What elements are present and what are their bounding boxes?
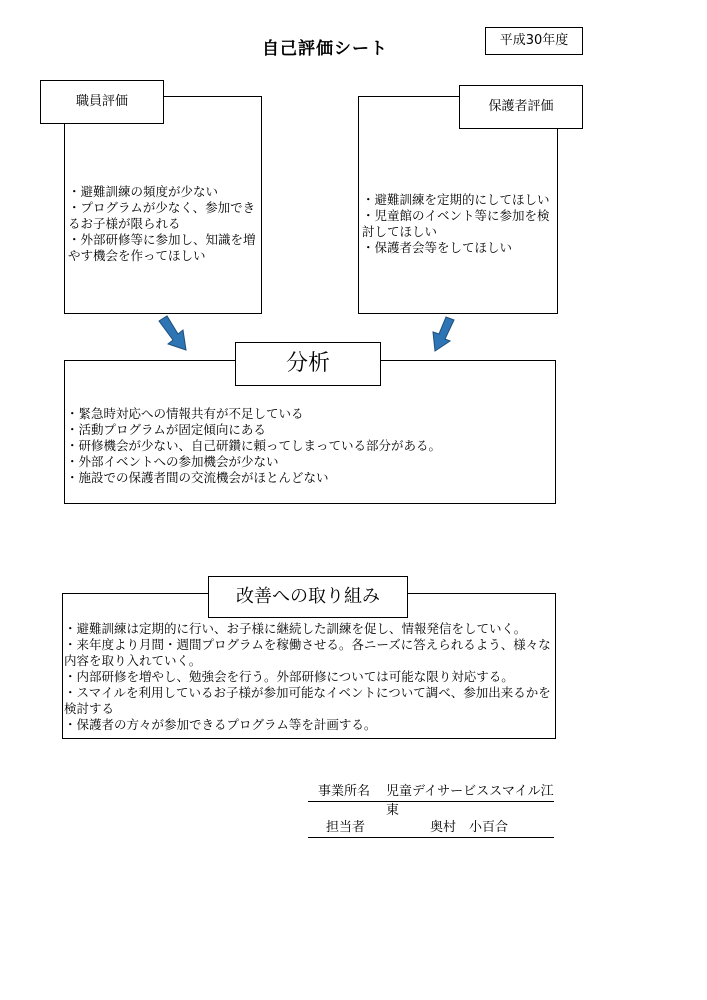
improvement-label: 改善への取り組み [208,576,408,618]
list-item: ・避難訓練は定期的に行い、お子様に継続した訓練を促し、情報発信をしていく。 [64,621,527,636]
office-value: 児童デイサービススマイル江東 [386,784,554,818]
down-arrow-left-icon [156,314,192,354]
list-item: ・活動プログラムが固定傾向にある [66,422,266,437]
list-item: ・保護者の方々が参加できるプログラム等を計画する。 [64,717,377,732]
staff-evaluation-label: 職員評価 [40,80,164,124]
page-title: 自己評価シート [262,39,388,59]
list-item: ・保護者会等をしてほしい [362,240,513,255]
list-item: ・避難訓練を定期的にしてほしい [362,192,550,207]
office-label: 事業所名 [318,784,371,799]
staff-evaluation-list [68,184,258,264]
person-row [308,814,554,838]
office-row [308,778,554,818]
list-item: ・緊急時対応への情報共有が不足している [66,406,304,421]
list-item: ・児童館のイベント等に参加を検討してほしい [362,208,550,239]
list-item: ・避難訓練の頻度が少ない [68,184,219,199]
list-item: ・研修機会が少ない、自己研鑽に頼ってしまっている部分がある。 [66,438,442,453]
list-item: ・施設での保護者間の交流機会がほとんどない [66,470,329,485]
list-item: ・外部イベントへの参加機会が少ない [66,454,279,469]
analysis-label: 分析 [235,342,381,386]
guardian-evaluation-label: 保護者評価 [459,85,583,129]
list-item: ・外部研修等に参加し、知識を増やす機会を作ってほしい [68,232,256,263]
list-item: ・来年度より月間・週間プログラムを稼働させる。各ニーズに答えられるよう、様々な内容を取り入れていく。 [64,637,551,668]
guardian-evaluation-list [362,192,554,256]
improvement-list [64,621,552,733]
analysis-list [66,406,552,486]
person-label: 担当者 [326,820,366,835]
down-arrow-right-icon [428,314,458,354]
list-item: ・内部研修を増やし、勉強会を行う。外部研修については可能な限り対応する。 [64,669,514,684]
list-item: ・スマイルを利用しているお子様が参加可能なイベントについて調べ、参加出来るかを検討する [64,685,551,716]
list-item: ・プログラムが少なく、参加できるお子様が限られる [68,200,256,231]
fiscal-year-badge: 平成30年度 [485,27,583,55]
person-value: 奥村 小百合 [430,820,509,835]
